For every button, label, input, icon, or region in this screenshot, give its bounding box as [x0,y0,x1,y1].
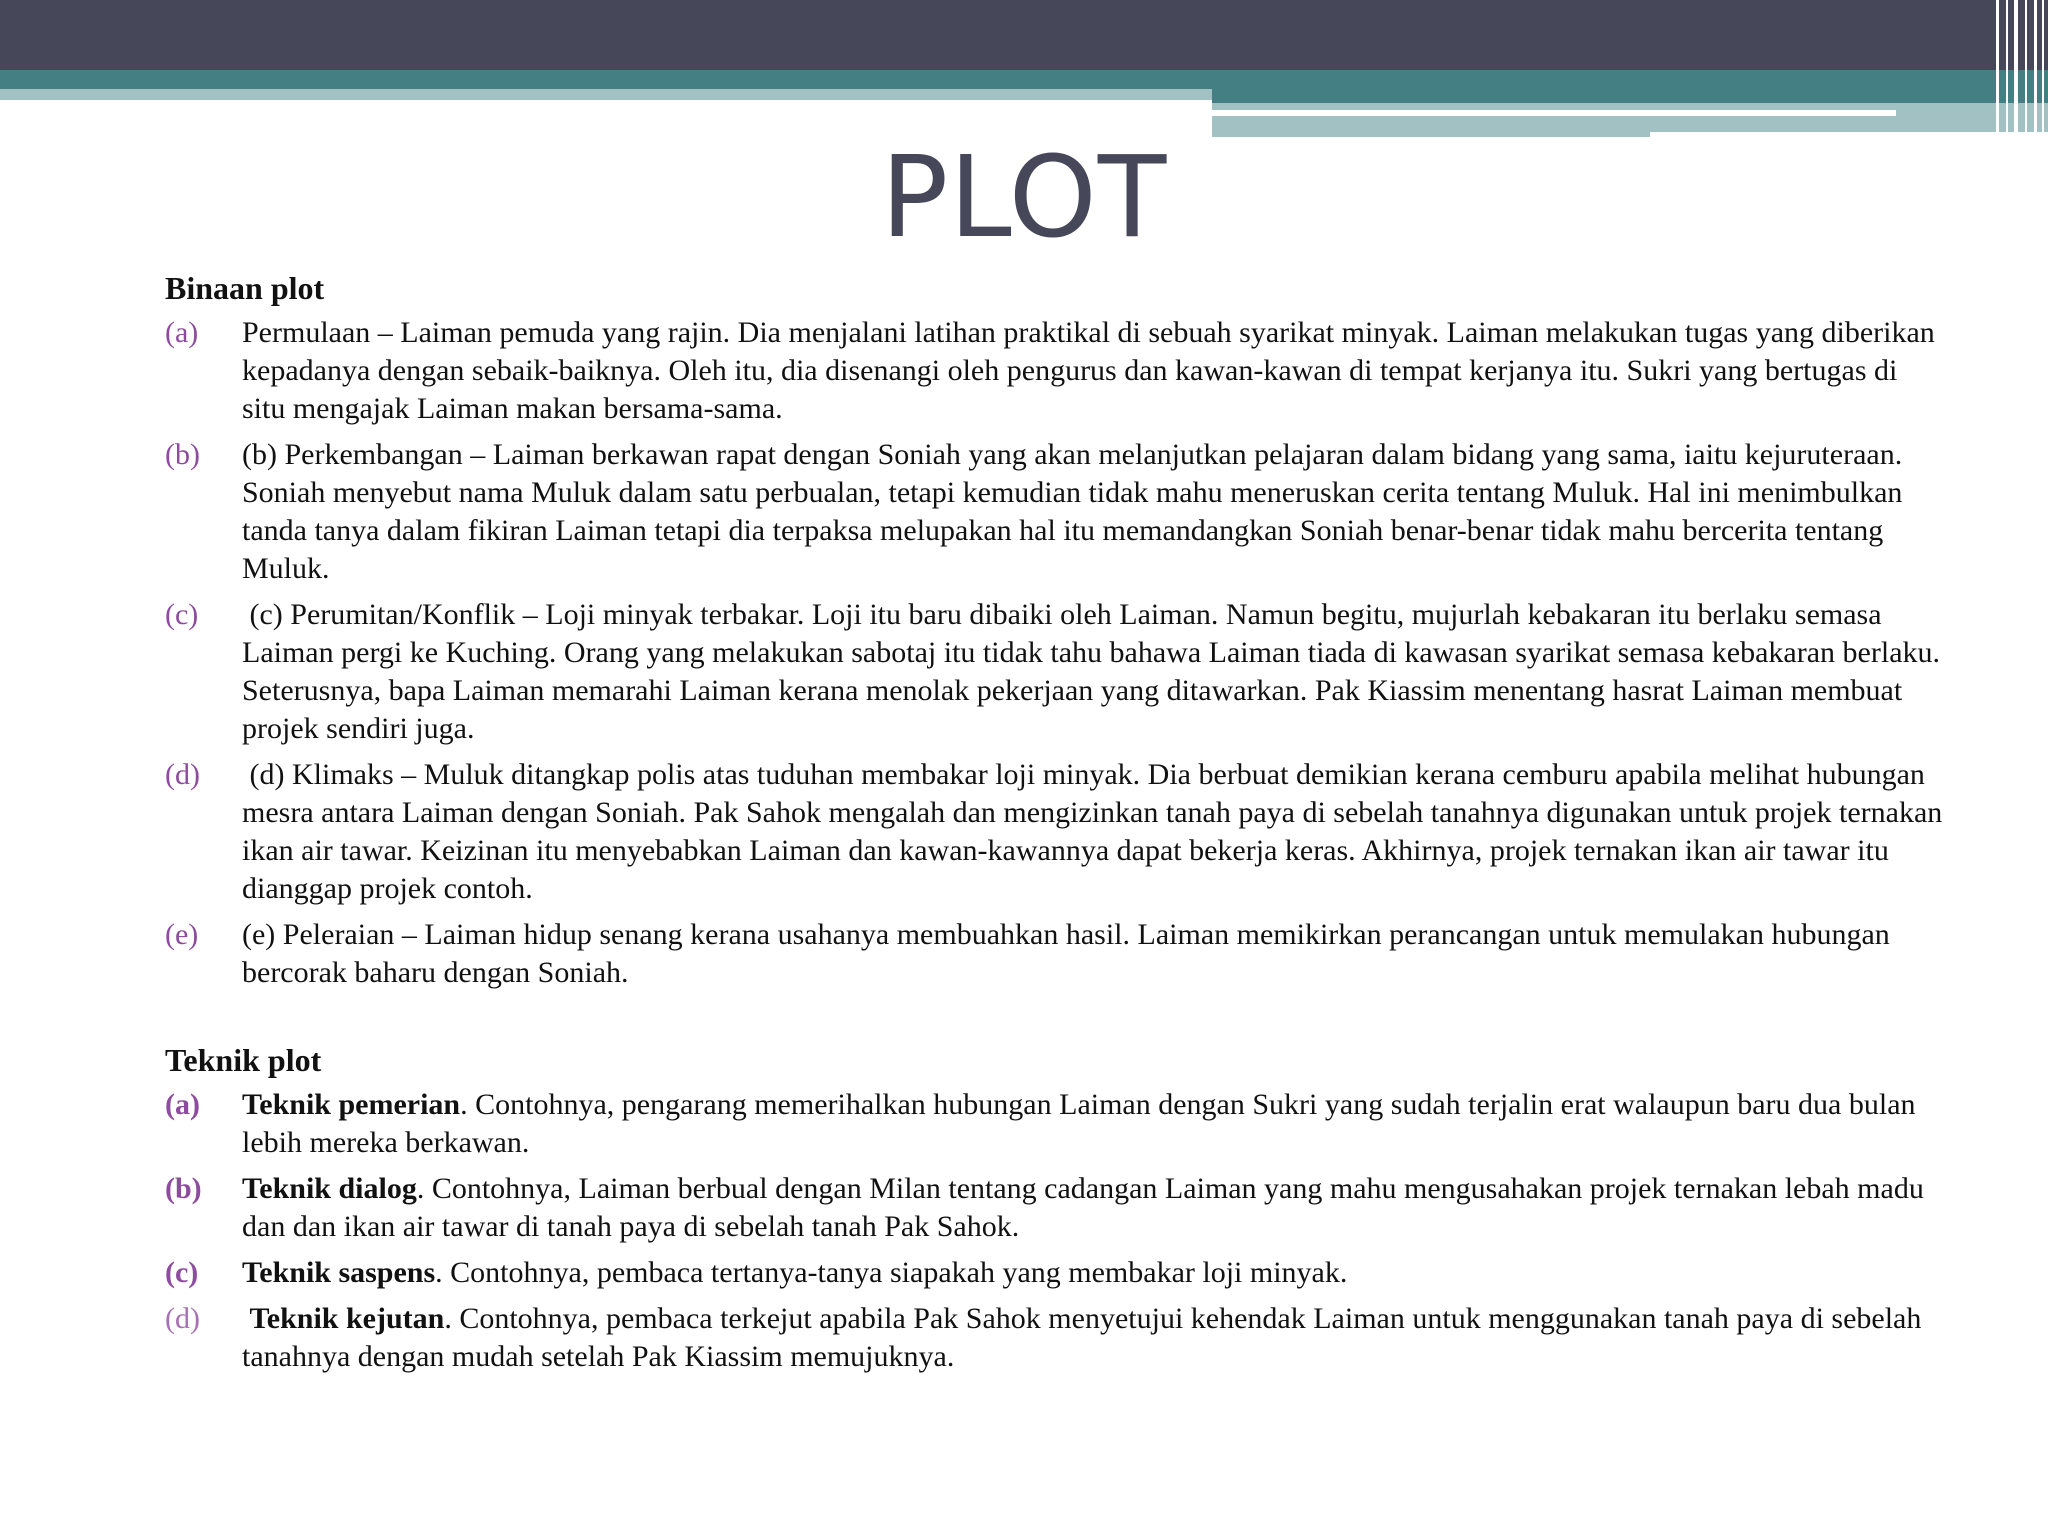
list-marker: (a) [165,316,199,349]
binaan-item-d [165,756,1950,908]
binaan-item-b [165,436,1945,588]
teknik-description: . Contohnya, pengarang memerihalkan hubungan Laiman dengan Sukri yang sudah terjalin erat walaupun baru dua bulan lebih mereka berkawan. [242,1088,1916,1159]
list-marker: (b) [165,1172,202,1205]
slide-content [165,268,1950,1384]
header-band-teal [0,70,2048,89]
header-band-light-left [0,89,1212,100]
list-text [242,1254,1945,1292]
list-marker: (d) [165,758,200,791]
list-text: (e) Peleraian – Laiman hidup senang kerana usahanya membuahkan hasil. Laiman memikirkan perancangan untuk memulakan hubungan bercorak baharu dengan Soniah. [242,918,1890,989]
teknik-item-b [165,1170,1945,1246]
list-text: (d) Klimaks – Muluk ditangkap polis atas tuduhan membakar loji minyak. Dia berbuat demikian kerana cemburu apabila melihat hubungan mesra antara Laiman dengan Soniah. Pak Sahok mengalah dan mengizinkan tanah paya di sebelah tanahnya digunakan untuk projek ternakan ikan air tawar. Keizinan itu menyebabkan Laiman dan kawan-kawannya dapat bekerja keras. Akhirnya, projek ternakan ikan air tawar itu dianggap projek contoh. [242,758,1950,905]
header-band-teal-right [1212,89,2048,103]
teknik-item-a [165,1086,1945,1162]
list-text: Permulaan – Laiman pemuda yang rajin. Dia menjalani latihan praktikal di sebuah syarikat minyak. Laiman melakukan tugas yang diberikan kepadanya dengan sebaik-baiknya. Oleh itu, dia disenangi oleh pengurus dan kawan-kawan di tempat kerjanya itu. Sukri yang bertugas di situ mengajak Laiman makan bersama-sama. [242,316,1935,425]
list-marker: (b) [165,438,200,471]
list-text [242,1086,1945,1162]
list-text: (c) Perumitan/Konflik – Loji minyak terbakar. Loji itu baru dibaiki oleh Laiman. Namun begitu, mujurlah kebakaran itu berlaku semasa Laiman pergi ke Kuching. Orang yang melakukan sabotaj itu tidak tahu bahawa Laiman tiada di kawasan syarikat semasa kebakaran berlaku. Seterusnya, bapa Laiman memarahi Laiman kerana menolak pekerjaan yang ditawarkan. Pak Kiassim menentang hasrat Laiman membuat projek sendiri juga. [242,598,1948,745]
teknik-item-d [165,1300,1945,1376]
list-marker: (e) [165,918,199,951]
teknik-description: . Contohnya, pembaca tertanya-tanya siapakah yang membakar loji minyak. [435,1256,1348,1289]
teknik-term: Teknik saspens [242,1256,436,1289]
teknik-description: . Contohnya, pembaca terkejut apabila Pak Sahok menyetujui kehendak Laiman untuk menggunakan tanah paya di sebelah tanahnya dengan mudah setelah Pak Kiassim memujuknya. [242,1302,1922,1373]
binaan-heading: Binaan plot [165,270,325,306]
list-marker: (a) [165,1088,200,1121]
binaan-item-c [165,596,1948,748]
teknik-term: Teknik kejutan [242,1302,445,1335]
list-text [242,1170,1945,1246]
teknik-heading: Teknik plot [165,1042,322,1078]
binaan-item-a [165,314,1945,428]
teknik-term: Teknik dialog [242,1172,417,1205]
teknik-description: . Contohnya, Laiman berbual dengan Milan tentang cadangan Laiman yang mahu mengusahakan projek ternakan lebah madu dan dan ikan air tawar di tanah paya di sebelah tanah Pak Sahok. [242,1172,1924,1243]
teknik-item-c [165,1254,1945,1292]
list-marker: (c) [165,1256,199,1289]
header-accent-line [1212,110,1896,116]
header-band-dark [0,0,2048,70]
binaan-item-e [165,916,1945,992]
list-text: (b) Perkembangan – Laiman berkawan rapat dengan Soniah yang akan melanjutkan pelajaran dalam bidang yang sama, iaitu kejuruteraan. Soniah menyebut nama Muluk dalam satu perbualan, tetapi kemudian tidak mahu meneruskan cerita tentang Muluk. Hal ini menimbulkan tanda tanya dalam fikiran Laiman tetapi dia terpaksa melupakan hal itu memandangkan Soniah benar-benar tidak mahu bercerita tentang Muluk. [242,438,1903,585]
teknik-term: Teknik pemerian [242,1088,461,1121]
slide-title: PLOT [880,133,1168,263]
list-marker: (d) [165,1302,200,1335]
list-marker: (c) [165,598,199,631]
list-text [242,1300,1945,1376]
header-vertical-stripes [1992,0,2048,140]
